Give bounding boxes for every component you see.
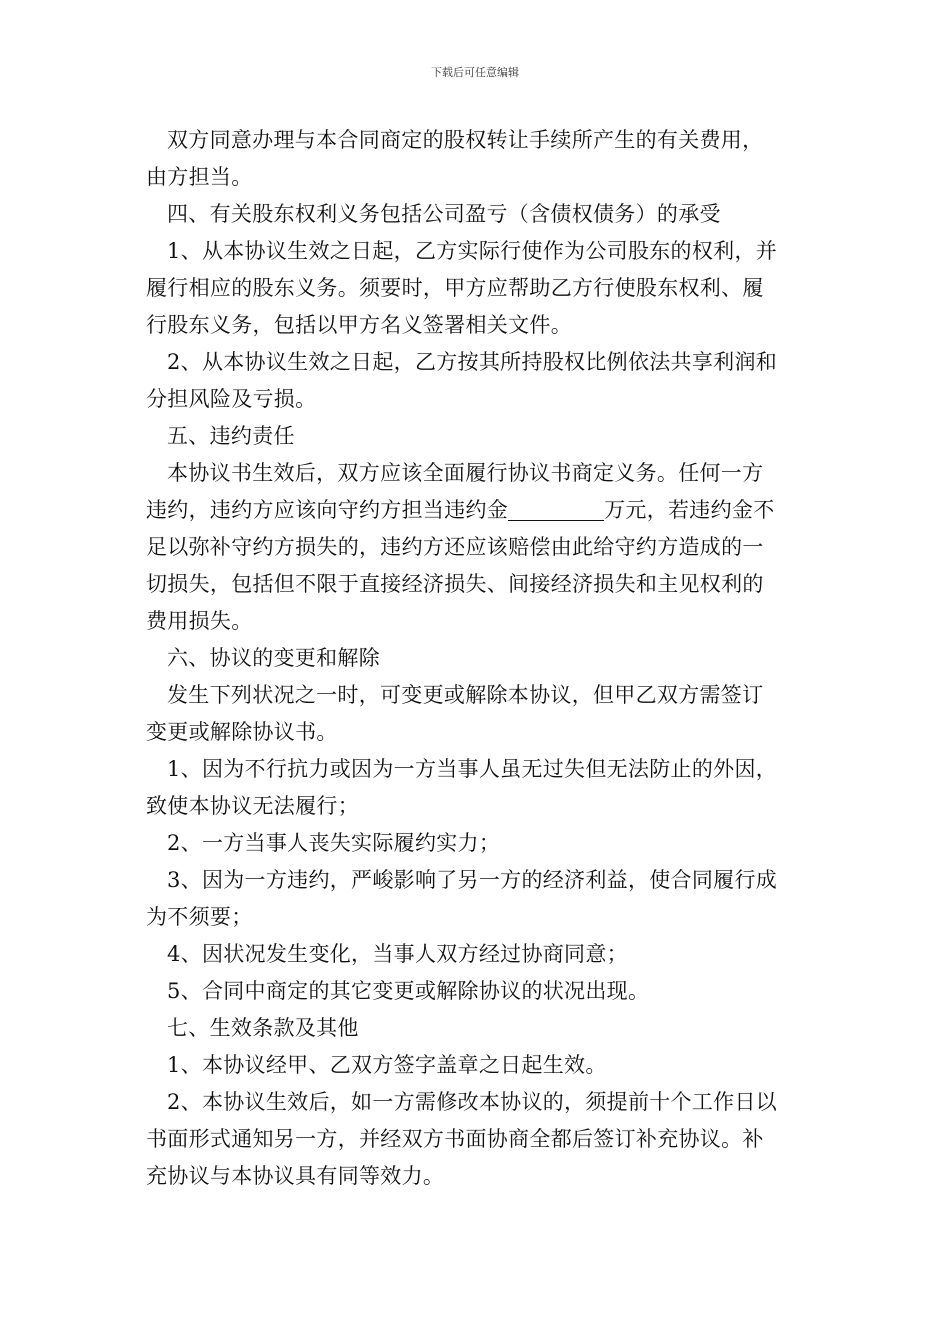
text-line: 分担风险及亏损。 [146,387,317,411]
text-line: 变更或解除协议书。 [146,720,338,744]
text-line: 充协议与本协议具有同等效力。 [146,1164,445,1188]
text-fragment: 违约，违约方应该向守约方担当违约金 [146,498,509,522]
paragraph-fees [146,122,808,196]
text-fragment: 万元，若违约金不 [604,498,775,522]
clause-6-4 [146,936,808,973]
text-line: 书面形式通知另一方，并经双方书面协商全都后签订补充协议。补 [146,1127,764,1151]
section-heading-4 [146,196,808,233]
text-line: 2、本协议生效后，如一方需修改本协议的，须提前十个工作日以 [167,1090,778,1114]
text-line: 3、因为一方违约，严峻影响了另一方的经济利益，使合同履行成 [167,868,778,892]
text-line: 行股东义务，包括以甲方名义签署相关文件。 [146,313,572,337]
text-line: 切损失，包括但不限于直接经济损失、间接经济损失和主见权利的 [146,572,764,596]
text-line: 五、违约责任 [167,424,295,448]
text-line: 1、因为不行抗力或因为一方当事人虽无过失但无法防止的外因， [167,757,778,781]
clause-7-2 [146,1084,808,1195]
clause-4-1 [146,233,808,344]
text-line [146,492,808,529]
text-line: 1、本协议经甲、乙双方签字盖章之日起生效。 [167,1053,607,1077]
text-line: 致使本协议无法履行； [146,794,359,818]
text-line: 为不须要； [146,905,253,929]
section-heading-6 [146,640,808,677]
clause-6-2 [146,825,808,862]
text-line: 2、从本协议生效之日起，乙方按其所持股权比例依法共享利润和 [167,350,778,374]
text-line: 5、合同中商定的其它变更或解除协议的状况出现。 [167,979,650,1003]
text-line: 七、生效条款及其他 [167,1016,359,1040]
page-header: 下载后可任意编辑 [431,66,519,79]
clause-7-1 [146,1047,808,1084]
text-line: 2、一方当事人丧失实际履约实力； [167,831,501,855]
text-line: 四、有关股东权利义务包括公司盈亏（含债权债务）的承受 [167,202,721,226]
document-body [146,122,808,1195]
text-line: 履行相应的股东义务。须要时，甲方应帮助乙方行使股东权利、履 [146,276,764,300]
text-line: 由方担当。 [146,165,253,189]
text-line: 发生下列状况之一时，可变更或解除本协议，但甲乙双方需签订 [167,683,764,707]
section-heading-5 [146,418,808,455]
text-line: 本协议书生效后，双方应该全面履行协议书商定义务。任何一方 [167,461,764,485]
text-line: 足以弥补守约方损失的，违约方还应该赔偿由此给守约方造成的一 [146,535,764,559]
clause-4-2 [146,344,808,418]
clause-6-1 [146,751,808,825]
penalty-amount-blank [508,496,604,521]
clause-6-3 [146,862,808,936]
text-line: 六、协议的变更和解除 [167,646,380,670]
section-heading-7 [146,1010,808,1047]
breach-clause [146,455,808,640]
text-line: 1、从本协议生效之日起，乙方实际行使作为公司股东的权利，并 [167,239,778,263]
clause-6-intro [146,677,808,751]
text-line: 费用损失。 [146,609,253,633]
text-line: 双方同意办理与本合同商定的股权转让手续所产生的有关费用， [167,128,764,152]
text-line: 4、因状况发生变化，当事人双方经过协商同意； [167,942,628,966]
clause-6-5 [146,973,808,1010]
